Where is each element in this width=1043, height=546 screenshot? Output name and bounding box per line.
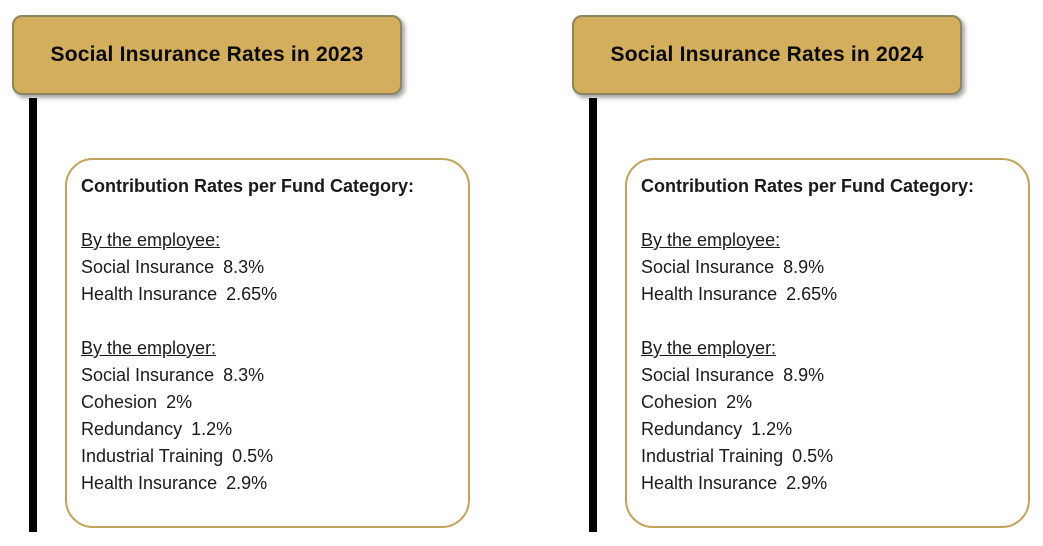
group-heading-employee: By the employee:: [641, 230, 781, 250]
rate-label: Redundancy: [641, 419, 743, 439]
rate-label: Social Insurance: [81, 257, 215, 277]
header-box-2024: [572, 15, 962, 95]
group-heading-employer: By the employer:: [81, 338, 217, 358]
panel-2023: [0, 0, 483, 546]
rate-value: 0.5%: [232, 446, 274, 466]
rate-row: [641, 362, 1020, 389]
rate-label: Cohesion: [641, 392, 718, 412]
rate-label: Health Insurance: [641, 284, 778, 304]
vertical-connector-bar: [29, 98, 37, 532]
rate-label: Redundancy: [81, 419, 183, 439]
rate-label: Social Insurance: [641, 365, 775, 385]
rate-value: 2.65%: [226, 284, 278, 304]
rate-row: [81, 362, 460, 389]
rate-value: 8.3%: [223, 365, 265, 385]
rate-row: [81, 416, 460, 443]
group-heading-employee: By the employee:: [81, 230, 221, 250]
rate-value: 2.9%: [786, 473, 828, 493]
rate-label: Social Insurance: [81, 365, 215, 385]
employee-rates-group: [641, 227, 1020, 308]
rate-label: Health Insurance: [641, 473, 778, 493]
rate-row: [81, 254, 460, 281]
rate-row: [81, 470, 460, 497]
rate-value: 2.65%: [786, 284, 838, 304]
rate-value: 8.3%: [223, 257, 265, 277]
rate-value: 0.5%: [792, 446, 834, 466]
rate-row: [641, 470, 1020, 497]
content-box-2024: [625, 158, 1030, 528]
rate-row: [641, 389, 1020, 416]
rate-label: Social Insurance: [641, 257, 775, 277]
content-heading: Contribution Rates per Fund Category:: [641, 176, 974, 196]
group-heading-employer: By the employer:: [641, 338, 777, 358]
rate-row: [641, 416, 1020, 443]
header-box-2023: [12, 15, 402, 95]
rate-label: Cohesion: [81, 392, 158, 412]
rate-row: [641, 443, 1020, 470]
rate-row: [641, 254, 1020, 281]
rate-value: 2.9%: [226, 473, 268, 493]
rate-value: 2%: [166, 392, 193, 412]
content-heading: Contribution Rates per Fund Category:: [81, 176, 414, 196]
employer-rates-group: [81, 335, 460, 497]
rate-label: Industrial Training: [641, 446, 784, 466]
rate-value: 2%: [726, 392, 753, 412]
rate-row: [81, 443, 460, 470]
rate-label: Industrial Training: [81, 446, 224, 466]
rate-value: 1.2%: [751, 419, 793, 439]
panel-title: Social Insurance Rates in 2023: [50, 43, 364, 66]
rate-row: [641, 281, 1020, 308]
vertical-connector-bar: [589, 98, 597, 532]
employer-rates-group: [641, 335, 1020, 497]
rate-row: [81, 389, 460, 416]
panel-2024: [560, 0, 1043, 546]
employee-rates-group: [81, 227, 460, 308]
rate-value: 8.9%: [783, 365, 825, 385]
rate-row: [81, 281, 460, 308]
panel-title: Social Insurance Rates in 2024: [610, 43, 924, 66]
content-box-2023: [65, 158, 470, 528]
rate-value: 1.2%: [191, 419, 233, 439]
rate-label: Health Insurance: [81, 473, 218, 493]
rate-label: Health Insurance: [81, 284, 218, 304]
rate-value: 8.9%: [783, 257, 825, 277]
